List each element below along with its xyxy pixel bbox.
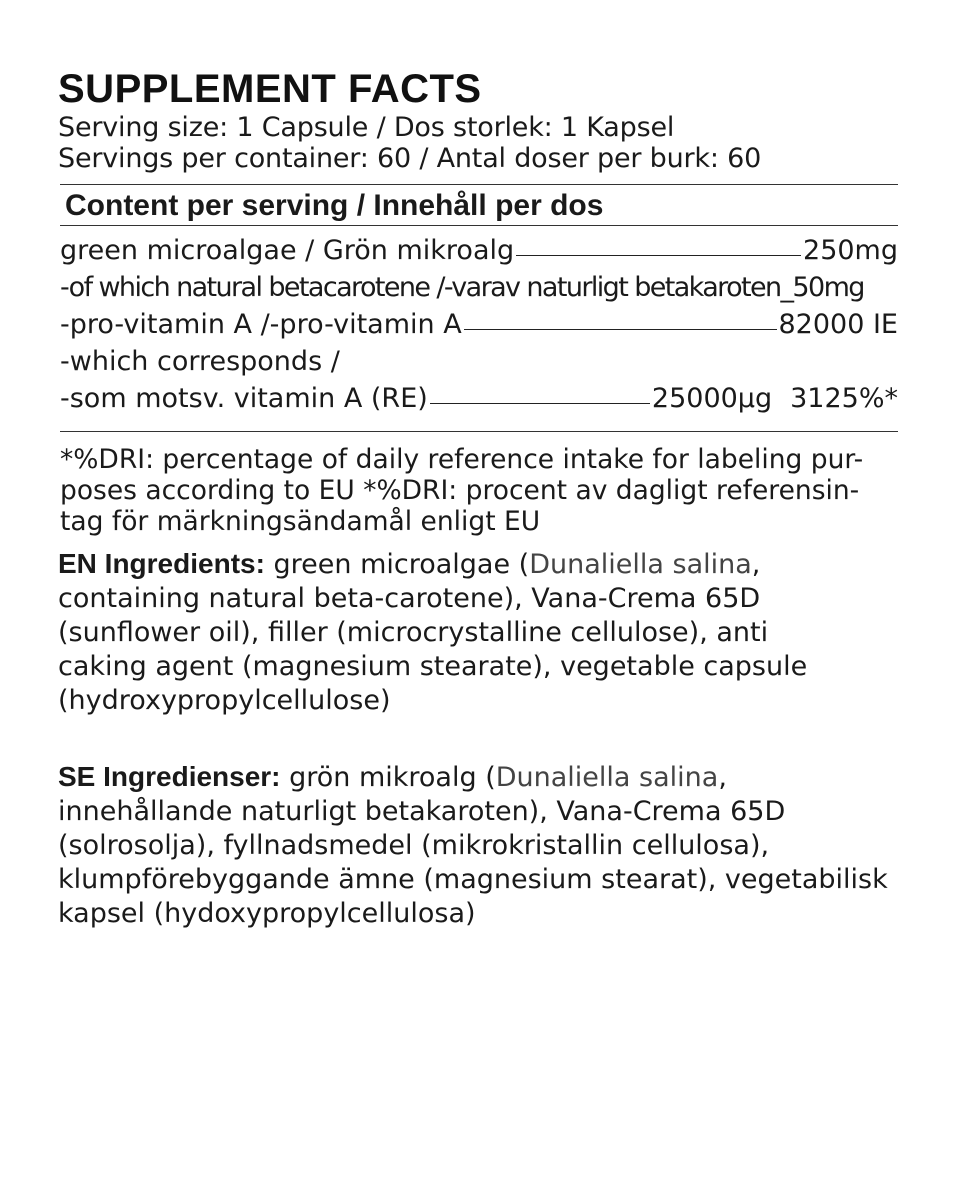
row-label: -som motsv. vitamin A (RE) xyxy=(60,383,428,414)
table-row xyxy=(58,306,898,343)
row-label: -pro-vitamin A /-pro-vitamin A xyxy=(60,309,462,340)
servings-per-container: Servings per container: 60 / Antal doser per burk: 60 xyxy=(58,143,762,174)
leader-line xyxy=(464,329,777,330)
table-row xyxy=(58,232,898,269)
leader-line xyxy=(516,255,801,256)
row-value: 82000 IE xyxy=(778,309,898,340)
serving-size: Serving size: 1 Capsule / Dos storlek: 1 Kapsel xyxy=(58,112,675,143)
footnote-line: *%DRI: percentage of daily reference intake for labeling pur- xyxy=(60,444,864,475)
ingredients-se xyxy=(58,760,888,931)
nutrient-table xyxy=(58,226,898,431)
species-name: Dunaliella salina xyxy=(495,762,719,793)
footnote-line: poses according to EU *%DRI: procent av dagligt referensin- xyxy=(60,475,860,506)
supplement-facts-panel xyxy=(58,66,898,931)
ingredients-en xyxy=(58,547,858,718)
content-heading: Content per serving / Innehåll per dos xyxy=(65,189,604,222)
table-row xyxy=(58,269,898,306)
ingredients-se-text: grön mikroalg ( xyxy=(280,762,496,793)
row-label: green microalgae / Grön mikroalg xyxy=(60,235,515,266)
table-row xyxy=(58,380,898,417)
row-value: 250mg xyxy=(803,235,898,266)
ingredients-en-text: , containing natural beta-carotene), Vana-Crema 65D (sunflower oil), filler (microcrystalline cellulose), anti caking agent (magnesium stearate), vegetable capsule (hydroxypropylcellulose) xyxy=(58,549,808,716)
ingredients-se-label: SE Ingredienser: xyxy=(58,761,281,792)
row-percent: 3125%* xyxy=(790,383,898,414)
leader-line xyxy=(430,403,650,404)
row-label: -of which natural betacarotene /-varav naturligt betakaroten_50mg xyxy=(60,272,864,303)
page-title: SUPPLEMENT FACTS xyxy=(58,67,482,111)
ingredients-en-text: green microalgae ( xyxy=(264,549,530,580)
ingredients-en-label: EN Ingredients: xyxy=(58,548,265,579)
ingredients-se-text: , innehållande naturligt betakaroten), Vana-Crema 65D (solrosolja), fyllnadsmedel (mikrokristallin cellulosa), klumpförebyggande ämne (magnesium stearat), vegetabilisk kapsel (hydoxypropylcellulosa) xyxy=(58,762,888,929)
dri-footnote xyxy=(58,432,898,537)
row-label: -which corresponds / xyxy=(60,346,340,377)
footnote-line: tag för märkningsändamål enligt EU xyxy=(60,506,541,537)
row-value: 25000µg xyxy=(651,383,773,414)
table-row xyxy=(58,343,898,380)
species-name: Dunaliella salina xyxy=(529,549,752,580)
